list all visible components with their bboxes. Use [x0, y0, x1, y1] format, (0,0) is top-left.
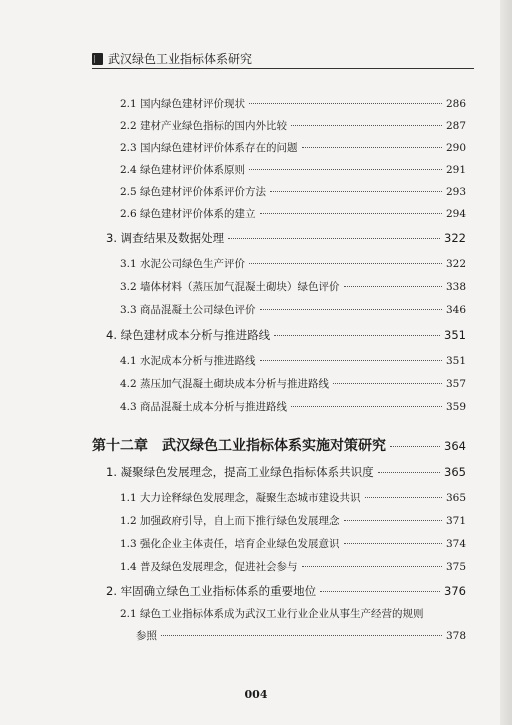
toc-entry-page: 375: [445, 561, 466, 573]
toc-entry-page: 365: [444, 465, 466, 479]
toc-entry-page: 365: [445, 492, 466, 504]
leader-dots: [378, 472, 440, 473]
toc-entry-page: 322: [445, 258, 466, 270]
toc-entry-page: 290: [445, 142, 466, 154]
leader-dots: [333, 383, 442, 384]
leader-dots: [249, 263, 442, 264]
leader-dots: [249, 169, 442, 170]
toc-entry-label: 4.1 水泥成本分析与推进路线: [120, 355, 256, 367]
toc-entry[interactable]: [120, 184, 466, 199]
toc-entry[interactable]: [120, 559, 466, 574]
toc-entry-page: 346: [445, 304, 466, 316]
leader-dots: [320, 591, 440, 592]
page-number: 004: [244, 688, 268, 701]
toc-entry-label: 4.3 商品混凝土成本分析与推进路线: [120, 401, 288, 413]
toc-entry[interactable]: [120, 96, 466, 111]
toc-entry-label: 2.4 绿色建材评价体系原则: [120, 164, 246, 176]
leader-dots: [274, 335, 440, 336]
toc-entry-page: 374: [445, 538, 466, 550]
toc-entry-page: 351: [445, 355, 466, 367]
toc-entry[interactable]: [120, 206, 466, 221]
toc-entry-label: 4. 绿色建材成本分析与推进路线: [106, 328, 271, 342]
leader-dots: [291, 406, 442, 407]
leader-dots: [344, 286, 442, 287]
toc-entry-page: 294: [445, 208, 466, 220]
toc-entry[interactable]: [120, 162, 466, 177]
toc-entry-label: 2. 牢固确立绿色工业指标体系的重要地位: [106, 584, 317, 598]
toc-entry-label: 2.1 绿色工业指标体系成为武汉工业行业企业从事生产经营的规则: [120, 608, 424, 620]
toc-entry-page: 359: [445, 401, 466, 413]
toc-entry-label: 2.5 绿色建材评价体系评价方法: [120, 186, 267, 198]
toc-entry[interactable]: [120, 606, 424, 621]
toc-entry[interactable]: [120, 536, 466, 551]
toc-entry[interactable]: [120, 490, 466, 505]
leader-dots: [270, 191, 442, 192]
toc-entry[interactable]: [120, 353, 466, 368]
toc-entry-label-cont: 参照: [136, 630, 157, 642]
leader-dots: [291, 125, 442, 126]
leader-dots: [302, 147, 442, 148]
toc-entry[interactable]: [120, 279, 466, 294]
book-icon: [92, 53, 103, 65]
toc-entry-label: 3.2 墙体材料（蒸压加气混凝土砌块）绿色评价: [120, 281, 340, 293]
toc-entry-page: 357: [445, 378, 466, 390]
toc-entry-page: 338: [445, 281, 466, 293]
leader-dots: [365, 497, 442, 498]
toc-entry[interactable]: [106, 230, 466, 246]
toc-entry-label: 3. 调查结果及数据处理: [106, 231, 225, 245]
toc-entry-page: 287: [445, 120, 466, 132]
leader-dots: [249, 103, 442, 104]
toc-entry[interactable]: [120, 256, 466, 271]
toc-entry-label: 1.1 大力诠释绿色发展理念，凝聚生态城市建设共识: [120, 492, 361, 504]
leader-dots: [260, 360, 442, 361]
toc-entry[interactable]: [120, 399, 466, 414]
toc-entry[interactable]: [106, 327, 466, 343]
toc-entry-continuation[interactable]: [136, 628, 466, 643]
leader-dots: [260, 213, 442, 214]
header-title: 武汉绿色工业指标体系研究: [108, 52, 253, 66]
toc-entry-page: 322: [444, 231, 466, 245]
toc-entry-label: 3.3 商品混凝土公司绿色评价: [120, 304, 256, 316]
toc-entry[interactable]: [120, 140, 466, 155]
toc-entry-label: 1.2 加强政府引导，自上而下推行绿色发展理念: [120, 515, 340, 527]
header-rule: [92, 68, 474, 69]
leader-dots: [260, 309, 442, 310]
toc-entry-page: 286: [445, 98, 466, 110]
leader-dots: [344, 543, 442, 544]
toc-entry[interactable]: [106, 464, 466, 480]
leader-dots: [161, 635, 442, 636]
toc-entry-page: 364: [444, 439, 466, 453]
chapter-title: 第十二章 武汉绿色工业指标体系实施对策研究: [92, 438, 386, 454]
toc-entry-label: 1.4 普及绿色发展理念，促进社会参与: [120, 561, 298, 573]
toc-entry[interactable]: [120, 513, 466, 528]
leader-dots: [228, 238, 440, 239]
toc-entry-label: 2.3 国内绿色建材评价体系存在的问题: [120, 142, 298, 154]
leader-dots: [344, 520, 442, 521]
leader-dots: [302, 566, 442, 567]
toc-entry-label: 4.2 蒸压加气混凝土砌块成本分析与推进路线: [120, 378, 330, 390]
toc-entry-label: 2.2 建材产业绿色指标的国内外比较: [120, 120, 288, 132]
toc-entry-label: 3.1 水泥公司绿色生产评价: [120, 258, 246, 270]
toc-entry-page: 378: [445, 630, 466, 642]
page-edge: [500, 0, 512, 725]
toc-entry[interactable]: [120, 302, 466, 317]
toc-entry-label: 2.1 国内绿色建材评价现状: [120, 98, 246, 110]
toc-entry-page: 371: [445, 515, 466, 527]
toc-entry-page: 291: [445, 164, 466, 176]
chapter-heading[interactable]: [92, 435, 466, 455]
toc-entry[interactable]: [106, 583, 466, 599]
toc-entry-page: 293: [445, 186, 466, 198]
toc-entry[interactable]: [120, 118, 466, 133]
toc-entry-label: 1.3 强化企业主体责任，培育企业绿色发展意识: [120, 538, 340, 550]
toc-entry-page: 351: [444, 328, 466, 342]
running-header: [92, 50, 252, 67]
toc-entry-label: 1. 凝聚绿色发展理念，提高工业绿色指标体系共识度: [106, 465, 374, 479]
leader-dots: [390, 446, 440, 447]
toc-entry[interactable]: [120, 376, 466, 391]
toc-entry-label: 2.6 绿色建材评价体系的建立: [120, 208, 256, 220]
toc-entry-page: 376: [444, 584, 466, 598]
